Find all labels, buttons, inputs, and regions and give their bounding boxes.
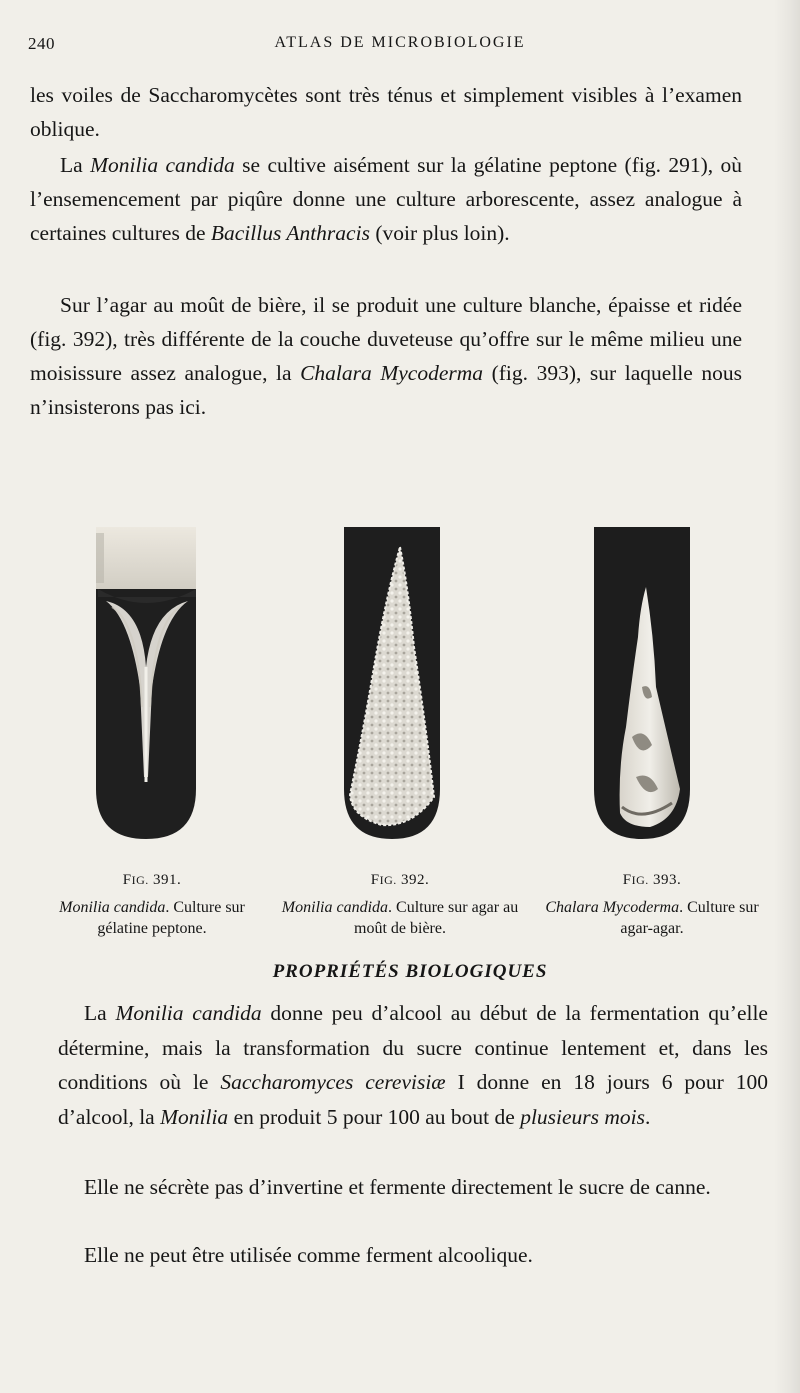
figure-391-text bbox=[32, 897, 272, 939]
figure-391-number: FIG. 391. bbox=[122, 872, 182, 888]
figure-393-text bbox=[532, 897, 772, 939]
text-run: Elle ne peut être utilisée comme ferment alcoolique. bbox=[84, 1243, 533, 1267]
text-run: . Culture sur agar-agar. bbox=[620, 899, 759, 937]
italic-text-run: Chalara Mycoderma bbox=[300, 361, 484, 385]
section-heading: PROPRIÉTÉS BIOLOGIQUES bbox=[272, 961, 548, 982]
text-run: La bbox=[60, 153, 91, 177]
text-run: . bbox=[645, 1104, 651, 1129]
figure-392-image bbox=[342, 527, 442, 839]
figure-393-number: FIG. 393. bbox=[622, 872, 682, 888]
figure-row bbox=[0, 520, 800, 950]
figure-392-number: FIG. 392. bbox=[370, 872, 430, 888]
text-run: donne peu d’alcool au début de la fermentation qu’elle détermine, mais la transformation du sucre continue lentement et, dans les conditions où le bbox=[58, 1001, 768, 1094]
figure-391-caption bbox=[32, 870, 272, 939]
biology-paragraph-2 bbox=[58, 1170, 768, 1205]
text-run: . Culture sur gélatine peptone. bbox=[97, 899, 245, 937]
figure-392-text bbox=[280, 897, 520, 939]
text-run: en produit 5 pour 100 au bout de bbox=[228, 1104, 521, 1129]
text-run: . Culture sur agar au moût de bière. bbox=[354, 899, 519, 937]
figure-393-image bbox=[592, 527, 692, 839]
paragraph-2 bbox=[30, 148, 742, 250]
italic-text-run: Monilia candida bbox=[281, 899, 389, 916]
italic-text-run: Monilia bbox=[160, 1104, 229, 1129]
italic-text-run: Monilia candida bbox=[115, 1001, 262, 1025]
italic-text-run: Chalara Mycoderma bbox=[545, 899, 680, 916]
italic-text-run: Monilia candida bbox=[90, 153, 235, 177]
italic-text-run: plusieurs mois bbox=[520, 1104, 646, 1129]
text-run: se cultive aisément sur la gélatine peptone (fig. 291), où l’ensemencement par piqûre donne une culture arborescente, assez analogue à certaines cultures de bbox=[30, 153, 742, 245]
text-run: (voir plus loin). bbox=[369, 221, 510, 245]
text-run: Elle ne sécrète pas d’invertine et fermente directement le sucre de canne. bbox=[84, 1175, 711, 1199]
figure-393-caption bbox=[532, 870, 772, 939]
figure-391-image bbox=[92, 527, 202, 839]
figure-392-caption bbox=[280, 870, 520, 939]
text-run: (fig. 393), sur laquelle nous n’insisterons pas ici. bbox=[30, 361, 742, 419]
running-title: ATLAS DE MICROBIOLOGIE bbox=[274, 34, 526, 51]
text-run: La bbox=[84, 1001, 116, 1025]
biology-paragraph-3 bbox=[58, 1238, 768, 1273]
text-run: les voiles de Saccharomycètes sont très ténus et simplement visibles à l’examen oblique. bbox=[30, 83, 742, 141]
text-run: Sur l’agar au moût de bière, il se produit une culture blanche, épaisse et ridée (fig. 392), très différente de la couche duveteuse qu’offre sur le même milieu une moisissure assez analogue, la bbox=[30, 293, 742, 385]
italic-text-run: Monilia candida bbox=[59, 899, 166, 916]
biology-paragraph-1 bbox=[58, 996, 768, 1134]
italic-text-run: Saccharomyces cerevisiæ bbox=[220, 1070, 446, 1094]
italic-text-run: Bacillus Anthracis bbox=[210, 221, 370, 245]
paragraph-3 bbox=[30, 288, 742, 424]
paragraph-1 bbox=[30, 78, 742, 146]
page-number: 240 bbox=[28, 34, 55, 53]
text-run: I donne en 18 jours 6 pour 100 d’alcool, la bbox=[58, 1070, 768, 1129]
